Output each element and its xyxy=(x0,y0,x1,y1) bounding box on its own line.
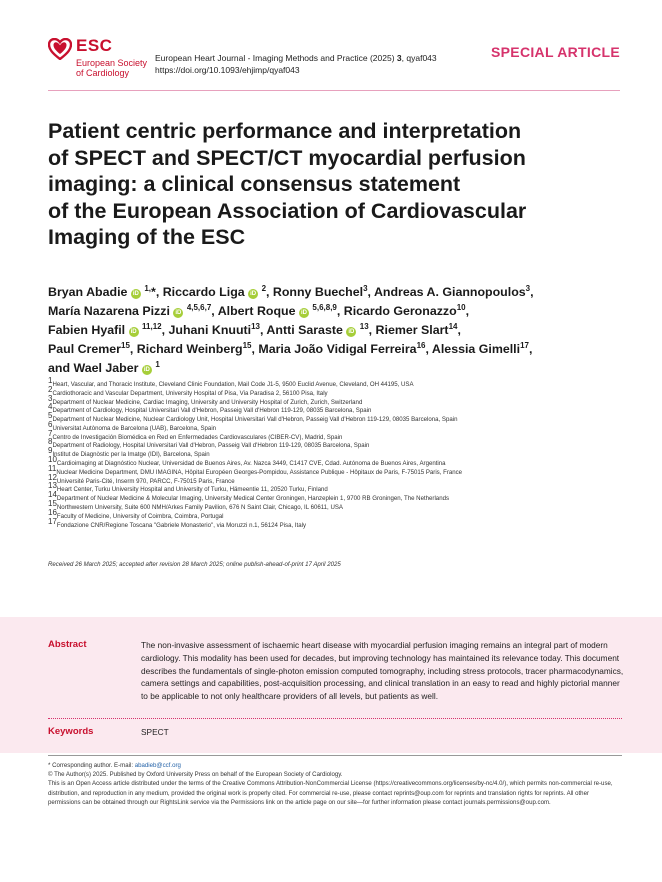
affiliation-number: 2 xyxy=(48,384,53,394)
affiliation-number: 12 xyxy=(48,472,57,482)
affiliation-text: Department of Nuclear Medicine, Nuclear Cardiology Unit, Hospital Universitari Vall d'Hebron, Passeig Vall d'Hebron 119-129, 08035 Barcelona, Spain xyxy=(52,416,458,424)
affiliation-number: 1 xyxy=(48,376,53,385)
affiliation-text: Department of Nuclear Medicine & Molecular Imaging, University Medical Center Groningen, Hanzeplein 1, 9700 RB Groningen, The Netherlands xyxy=(56,495,450,503)
license-notice: This is an Open Access article distributed under the terms of the Creative Commons Attribution-NonCommercial License (https://creativecommons.org/licenses/by-nc/4.0/), which permits non-commercial re-use, distribution, and reproduction in any medium, provided the original work is properly cited. For commercial re-use, please contact reprints@oup.com for reprints and translation rights for reprints. All other permissions can be obtained through our RightsLink service via the Permissions link on the article page on our site—for further information please contact journals.permissions@oup.com. xyxy=(48,780,613,806)
orcid-icon[interactable]: iD xyxy=(175,310,182,316)
affiliation-number: 8 xyxy=(48,437,53,447)
article-type-label: SPECIAL ARTICLE xyxy=(491,44,620,60)
orcid-icon[interactable]: iD xyxy=(143,367,150,373)
affiliation-number: 16 xyxy=(48,507,57,517)
affiliation-text: Fondazione CNR/Regione Toscana "Gabriele Monasterio", via Moruzzi n.1, 56124 Pisa, Italy xyxy=(56,521,307,529)
abstract-divider xyxy=(48,718,622,719)
affiliation-item xyxy=(48,376,622,390)
keywords-text: SPECT xyxy=(141,727,169,737)
article-title: Patient centric performance and interpretation of SPECT and SPECT/CT myocardial perfusion imaging: a clinical consensus statement of the European Association of Cardiovascular Imaging of the ESC xyxy=(48,119,527,250)
affiliation-number: 15 xyxy=(48,498,57,508)
affiliation-number: 6 xyxy=(48,419,53,429)
footnotes xyxy=(48,761,622,807)
orcid-icon[interactable]: iD xyxy=(300,310,307,316)
abstract-text: The non-invasive assessment of ischaemic heart disease with myocardial perfusion imaging remains an integral part of modern cardiology. This modality has been used for decades, but improving technology has maintained its relevance today. This document describes the fundamentals of single-photon emission computed tomography, including stress protocols, tracer pharmacodynamics, camera settings and capabilities, post-acquisition processing, and clinical translation in an easy to read and highly pictorial manner to be applicable to not only healthcare providers of all levels, but patients as well. xyxy=(141,640,624,702)
footnote-divider xyxy=(48,755,622,756)
affiliation-number: 5 xyxy=(48,411,53,421)
affiliation-text: Cardioimaging at Diagnóstico Nuclear, Universidad de Buenos Aires, Av. Nazca 3449, C1417 CVE, Cdad. Autónoma de Buenos Aires, Argentina xyxy=(56,460,446,468)
affiliation-text: Department of Nuclear Medicine, Cardiac Imaging, University and University Hospital of Zurich, Zurich, Switzerland xyxy=(52,398,363,406)
affiliation-number: 10 xyxy=(48,455,57,465)
orcid-icon[interactable]: iD xyxy=(348,329,355,335)
journal-citation: European Heart Journal - Imaging Methods and Practice (2025) 3, qyaf043 https://doi.org/10.1093/ehjimp/qyaf043 xyxy=(155,53,437,75)
affiliation-text: Universitat Autònoma de Barcelona (UAB), Barcelona, Spain xyxy=(52,424,217,432)
author-list: Bryan Abadie iD $^{1,}$*, Riccardo Liga iD $^2$, Ronny Buechel$^3$, Andreas A. Giannopoulos$^3$, María Nazarena Pizzi iD $^{4,5,6,7}$, Albert Roque iD $^{5,6,8,9}$, Ricardo Geronazzo$^{10}$, Fabien Hyafil iD $^{11,12}$, Juhani Knuuti$^{13}$, Antti Saraste iD $^{13}$, Riemer Slart$^{14}$, Paul Cremer$^{15}$, Richard Weinberg$^{15}$, Maria João Vidigal Ferreira$^{16}$, Alessia Gimelli$^{17}$, and Wael Jaber iD $^1$ xyxy=(48,283,534,375)
corresponding-author: * Corresponding author. E-mail: abadieb@ccf.org xyxy=(48,762,181,769)
affiliation-text: Institut de Diagnòstic per la Imatge (IDI), Barcelona, Spain xyxy=(52,451,210,459)
affiliation-number: 7 xyxy=(48,428,53,438)
affiliation-text: Université Paris-Cité, Inserm 970, PARCC, F-75015 Paris, France xyxy=(56,477,235,485)
doi-link[interactable]: https://doi.org/10.1093/ehjimp/qyaf043 xyxy=(155,65,300,75)
orcid-icon[interactable]: iD xyxy=(130,329,137,335)
orcid-icon[interactable]: iD xyxy=(250,291,257,297)
received-dates: Received 26 March 2025; accepted after revision 28 March 2025; online publish-ahead-of-print 17 April 2025 xyxy=(48,561,341,568)
affiliation-text: Cardiothoracic and Vascular Department, University Hospital of Pisa, Via Paradisa 2, 56100 Pisa, Italy xyxy=(52,389,328,397)
affiliation-number: 3 xyxy=(48,393,53,403)
affiliation-number: 9 xyxy=(48,446,53,456)
affiliation-text: Heart Center, Turku University Hospital and University of Turku, Hämeentie 11, 20520 Turku, Finland xyxy=(56,486,328,494)
affiliation-text: Faculty of Medicine, University of Coimbra, Coimbra, Portugal xyxy=(56,512,224,520)
esc-heart-logo-icon xyxy=(48,38,72,60)
affiliation-text: Northwestern University, Suite 600 NMH/Arkes Family Pavilion, 676 N Saint Clair, Chicago, IL 60611, USA xyxy=(56,503,343,511)
affiliation-number: 14 xyxy=(48,490,57,500)
affiliation-number: 13 xyxy=(48,481,57,491)
email-link[interactable]: abadieb@ccf.org xyxy=(134,762,181,769)
esc-logo-subtitle: European Society of Cardiology xyxy=(76,58,148,78)
affiliation-text: Department of Radiology, Hospital Universitari Vall d'Hebron, Passeig Vall d'Hebron 119-129, 08035 Barcelona, Spain xyxy=(52,442,370,450)
affiliation-number: 4 xyxy=(48,402,53,412)
affiliation-number: 17 xyxy=(48,516,57,526)
affiliation-text: Centro de Investigación Biomédica en Red en Enfermedades Cardiovasculares (CIBER-CV), Madrid, Spain xyxy=(52,433,343,441)
affiliation-list xyxy=(48,376,622,530)
affiliation-text: Heart, Vascular, and Thoracic Institute, Cleveland Clinic Foundation, Mail Code J1-5, 9500 Euclid Avenue, Cleveland, OH 44195, USA xyxy=(52,381,414,389)
affiliation-number: 11 xyxy=(48,463,57,473)
page-header xyxy=(48,36,622,82)
esc-logo-text: ESC xyxy=(76,36,113,55)
orcid-icon[interactable]: iD xyxy=(132,291,139,297)
header-divider xyxy=(48,90,620,91)
keywords-label: Keywords xyxy=(48,726,94,737)
affiliation-text: Department of Cardiology, Hospital Universitari Vall d'Hebron, Passeig Vall d'Hebron 119-129, 08035 Barcelona, Spain xyxy=(52,407,372,415)
affiliation-text: Nuclear Medicine Department, DMU IMAGINA, Hôpital Européen Georges-Pompidou, Assistance Publique - Hôpitaux de Paris, F-75015 Paris, France xyxy=(56,468,463,476)
copyright-notice: © The Author(s) 2025. Published by Oxford University Press on behalf of the European Society of Cardiology. xyxy=(48,771,343,779)
abstract-label: Abstract xyxy=(48,639,87,650)
